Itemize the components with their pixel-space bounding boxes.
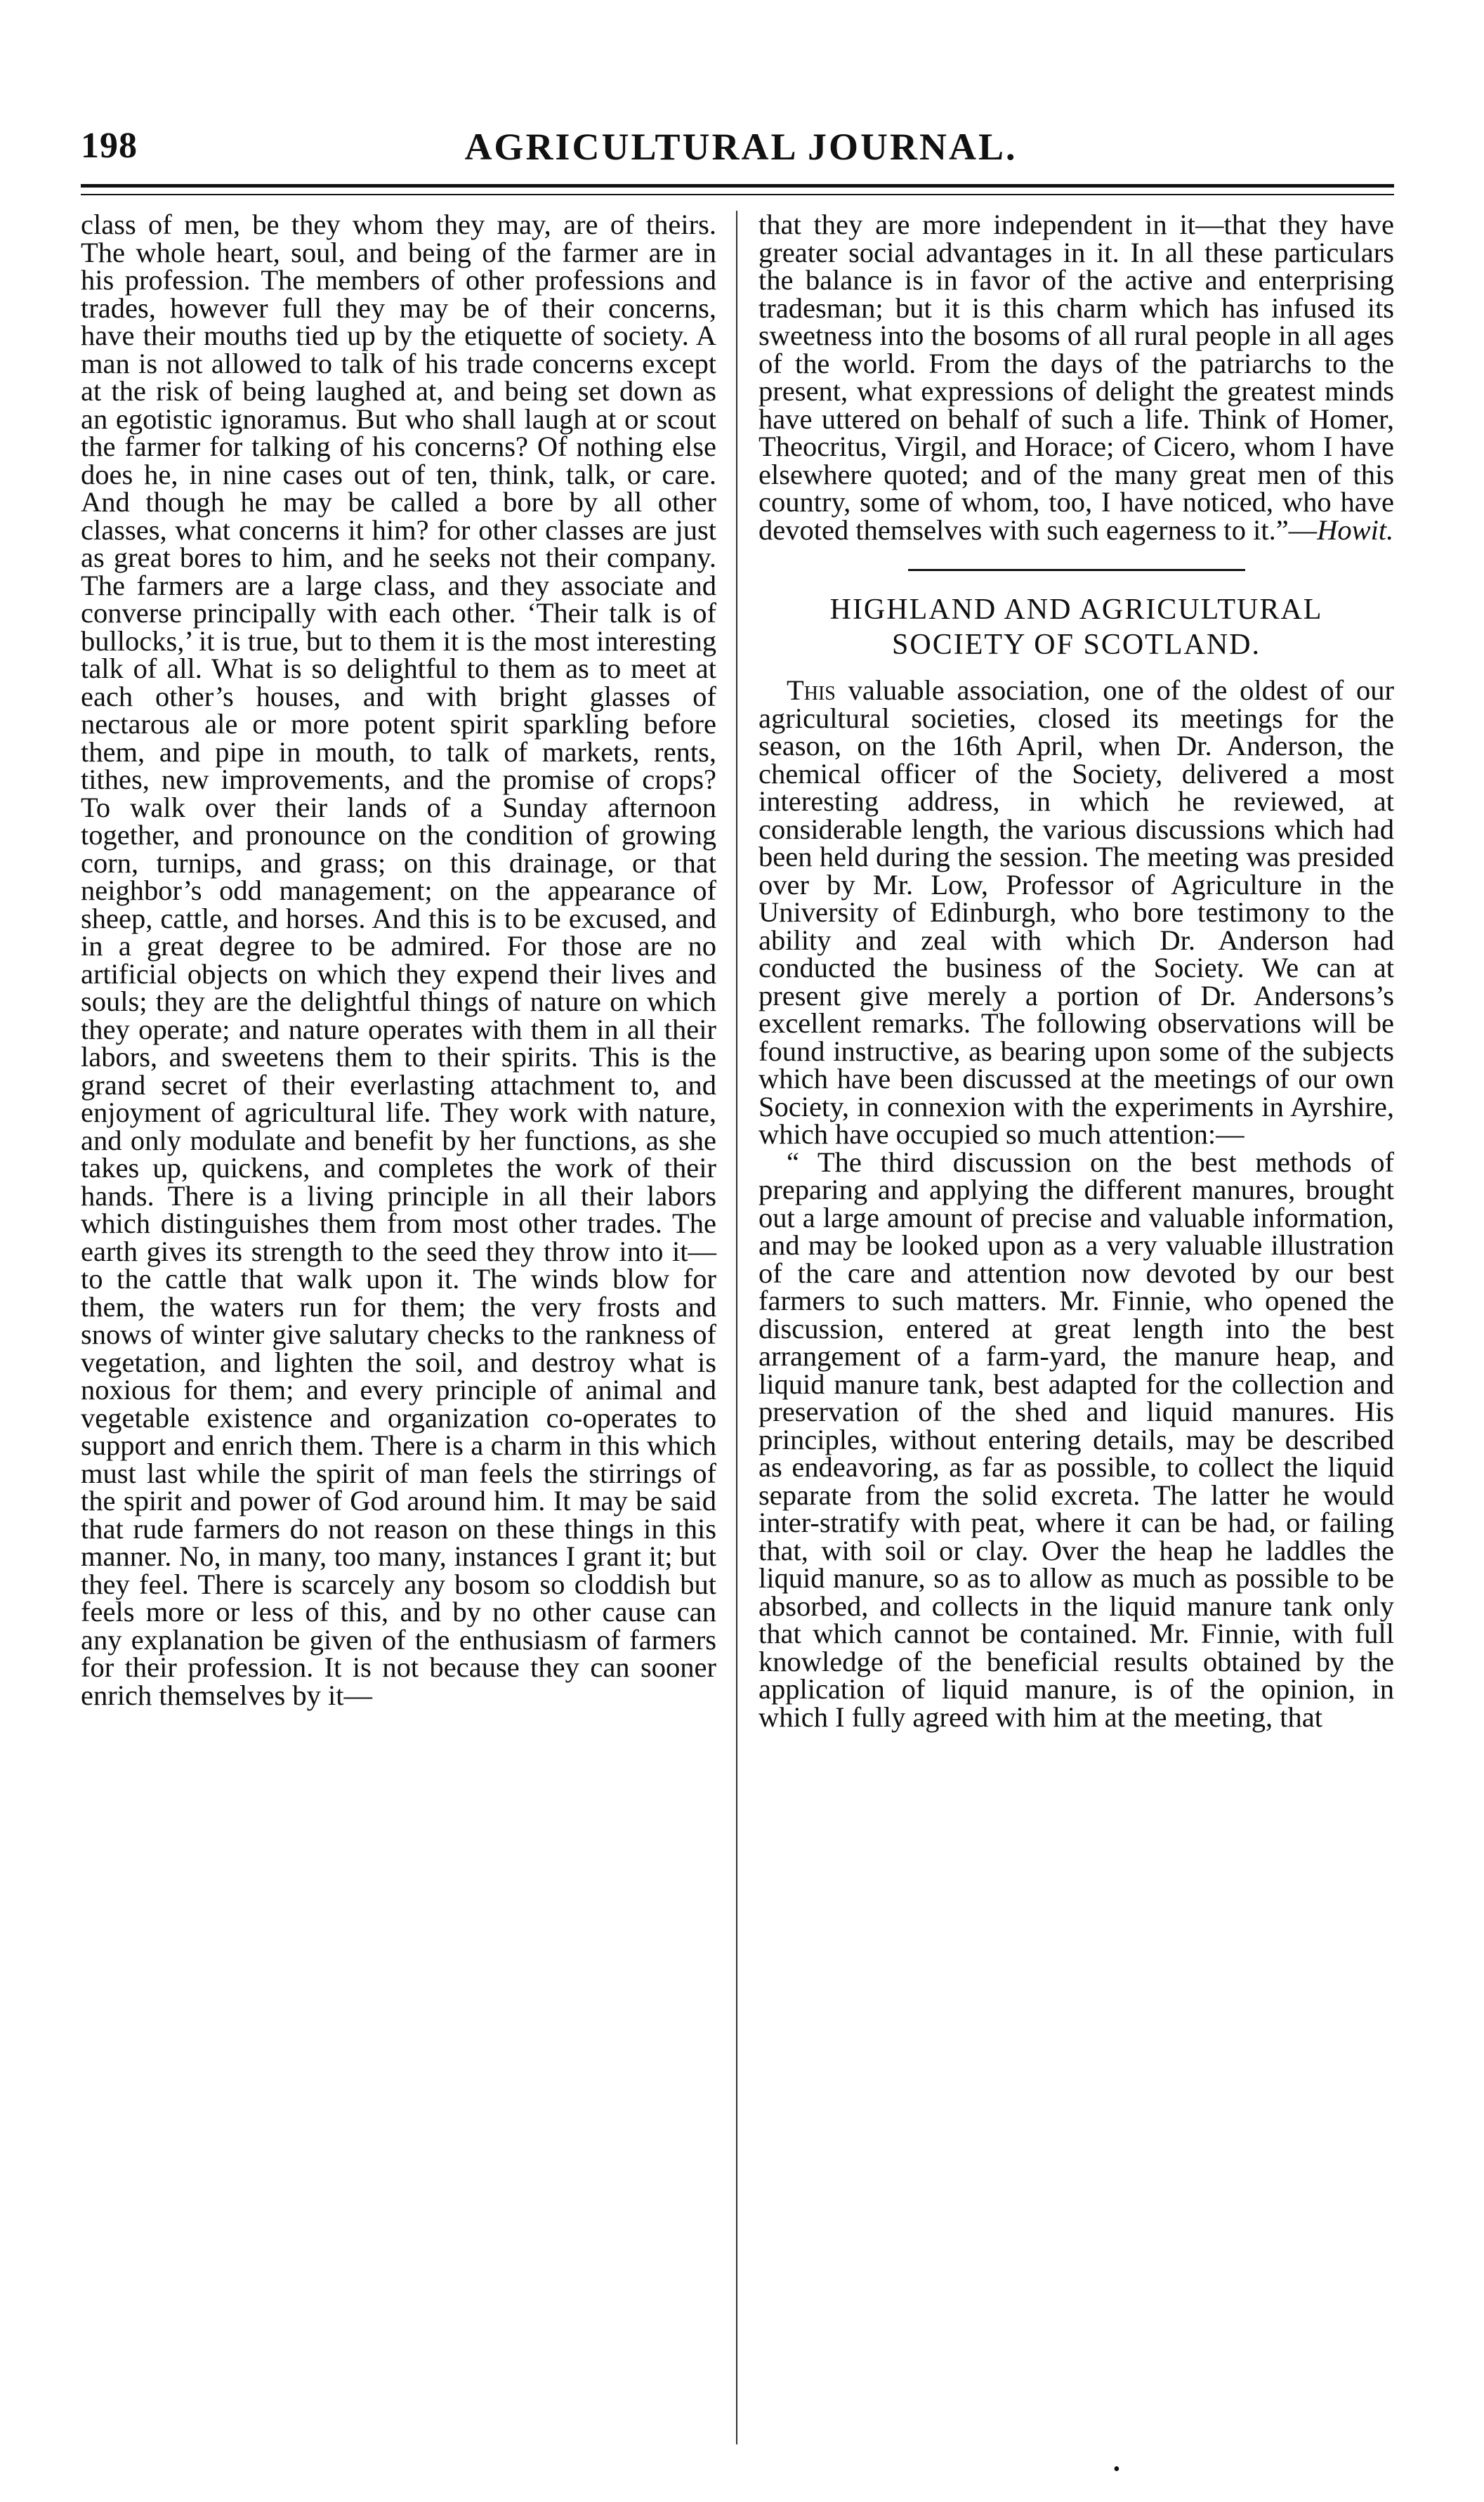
section-divider <box>908 569 1245 571</box>
right-column <box>759 211 1394 1731</box>
intro-first-word: This <box>787 674 836 706</box>
left-column-paragraph: class of men, be they whom they may, are of theirs. The whole heart, soul, and being of the farmer are in his profession. The members of other professions and trades, however full they may be of their concerns, have their mouths tied up by the etiquette of society. A man is not allowed to talk of his trade concerns except at the risk of being laughed at, and being set down as an egotistic ignoramus. But who shall laugh at or scout the farmer for talking of his concerns? Of nothing else does he, in nine cases out of ten, think, talk, or care. And though he may be called a bore by all other classes, what concerns it him? for other classes are just as great bores to him, and he seeks not their company. The farmers are a large class, and they associate and converse principally with each other. ‘Their talk is of bullocks,’ it is true, but to them it is the most interesting talk of all. What is so delightful to them as to meet at each other’s houses, and with bright glasses of nectarous ale or more potent spirit sparkling before them, and pipe in mouth, to talk of markets, rents, tithes, new improvements, and the promise of crops? To walk over their lands of a Sunday afternoon together, and pronounce on the condition of growing corn, turnips, and grass; on this drainage, or that neighbor’s odd management; on the appearance of sheep, cattle, and horses. And this is to be excused, and in a great degree to be admired. For those are no artificial objects on which they expend their lives and souls; they are the delightful things of nature on which they operate; and nature operates with them in all their labors, and sweetens them to their spirits. This is the grand secret of their everlasting attachment to, and enjoyment of agricultural life. They work with nature, and only modulate and benefit by her functions, as she takes up, quickens, and completes the work of their hands. There is a living principle in all their labors which distinguishes them from most other trades. The earth gives its strength to the seed they throw into it—to the cattle that walk upon it. The winds blow for them, the waters run for them; the very frosts and snows of winter give salutary checks to the rankness of vegetation, and lighten the soil, and destroy what is noxious for them; and every principle of animal and vegetable existence and organization co-operates to support and enrich them. There is a charm in this which must last while the spirit of man feels the stirrings of the spirit and power of God around him. It may be said that rude farmers do not reason on these things in this manner. No, in many, too many, instances I grant it; but they feel. There is scarcely any bosom so cloddish but feels more or less of this, and by no other cause can any explanation be given of the enthusiasm of farmers for their profession. It is not because they can sooner enrich themselves by it— <box>81 209 716 1711</box>
bottom-mark: • <box>1113 2458 1120 2480</box>
running-title: AGRICULTURAL JOURNAL. <box>464 126 1018 168</box>
header-rule-thick <box>81 184 1394 188</box>
quote-paragraph: “ The third discussion on the best methods of preparing and applying the different manures, brought out a large amount of precise and valuable information, and may be looked upon as a very valuable illustration of the care and attention now devoted by our best farmers to such matters. Mr. Finnie, who opened the discussion, entered at great length into the best arrangement of a farm-yard, the manure heap, and liquid manure tank, best adapted for the collection and preservation of the shed and liquid manures. His principles, without entering details, may be described as endeavoring, as far as possible, to collect the liquid separate from the solid excreta. The latter he would inter-stratify with peat, where it can be had, or failing that, with soil or clay. Over the heap he laddles the liquid manure, so as to allow as much as possible to be absorbed, and collects in the liquid manure tank only that which cannot be contained. Mr. Finnie, with full knowledge of the beneficial results obtained by the application of liquid manure, is of the opinion, in which I fully agreed with him at the meeting, that <box>759 1146 1394 1733</box>
column-divider <box>736 211 737 2444</box>
page-number: 198 <box>81 126 138 166</box>
header-rule-thin <box>81 194 1394 195</box>
continuation-text: that they are more independent in it—that they have greater social advantages in it. In all these particulars the balance is in favor of the active and enterprising tradesman; but it is this charm which has infused its sweetness into the bosoms of all rural people in all ages of the world. From the days of the patriarchs to the present, what expressions of delight the greatest minds have uttered on behalf of such a life. Think of Homer, Theocritus, Virgil, and Horace; of Cicero, whom I have elsewhere quoted; and of the many great men of this country, some of whom, too, I have noticed, who have devoted themselves with such eagerness to it.”— <box>759 209 1394 546</box>
left-column <box>81 211 716 1709</box>
section-title-line-2: SOCIETY OF SCOTLAND. <box>892 629 1261 661</box>
attribution: Howit. <box>1317 513 1394 546</box>
continuation-paragraph <box>759 211 1394 544</box>
intro-paragraph <box>759 676 1394 1148</box>
section-title <box>759 592 1394 662</box>
intro-text: valuable association, one of the oldest of our agricultural societies, closed its meetings for the season, on the 16th April, when Dr. Anderson, the chemical officer of the Society, delivered a most interesting address, in which he reviewed, at considerable length, the various discussions which had been held during the session. The meeting was presided over by Mr. Low, Professor of Agriculture in the University of Edinburgh, who bore testimony to the ability and zeal with which Dr. Anderson had conducted the business of the Society. We can at present give merely a portion of Dr. Andersons’s excellent remarks. The following observations will be found instructive, as bearing upon some of the subjects which have been discussed at the meetings of our own Society, in connexion with the experiments in Ayrshire, which have occupied so much attention:— <box>759 674 1394 1150</box>
page-header <box>81 112 1401 169</box>
section-title-line-1: HIGHLAND AND AGRICULTURAL <box>829 594 1323 626</box>
